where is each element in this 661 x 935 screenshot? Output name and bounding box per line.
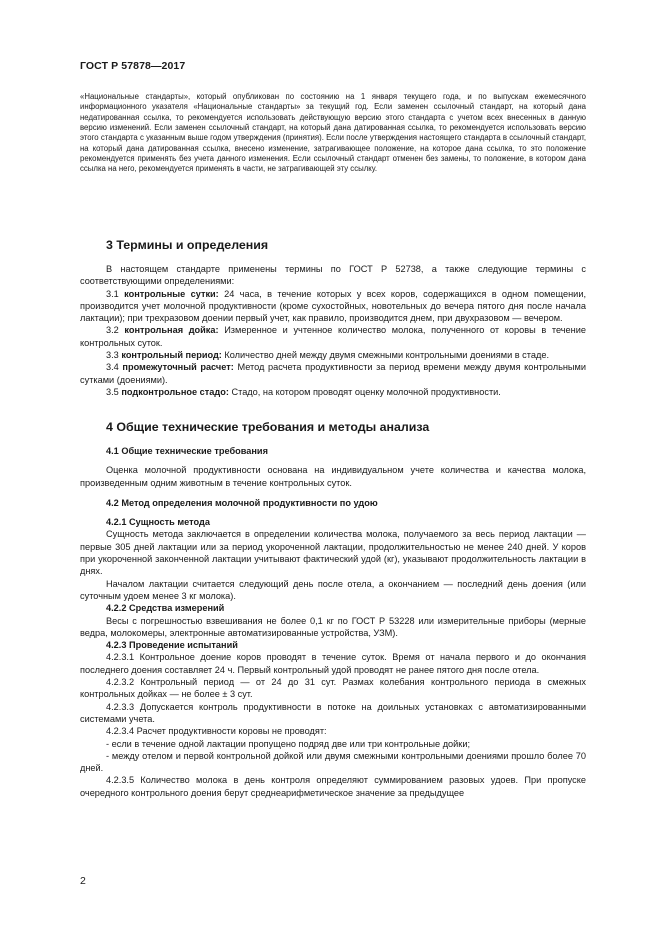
section-4-2-3-4: 4.2.3.4 Расчет продуктивности коровы не проводят: xyxy=(106,726,327,737)
term-3-4: 3.4 промежуточный расчет: Метод расчета продуктивности за период времени между двумя контрольными сутками (доениями). xyxy=(80,362,586,385)
section-4-2-3-1: 4.2.3.1 Контрольное доение коров проводят в течение суток. Время от начала первого и до окончания последнего доения составляет 24 ч. Первый контрольный удой проводят не ранее пятого дня после отела. xyxy=(80,652,586,675)
intro-note xyxy=(80,92,586,175)
document-header: ГОСТ Р 57878—2017 xyxy=(80,60,186,72)
section-4-title: 4 Общие технические требования и методы анализа xyxy=(106,420,430,434)
section-4-2-1-p2: Началом лактации считается следующий день после отела, а окончанием — последний день доения (или суточным удоем менее 3 кг молока). xyxy=(80,578,586,601)
section-3-intro: В настоящем стандарте применены термины по ГОСТ Р 52738, а также следующие термины с соответствующими определениями: xyxy=(80,264,586,287)
intro-note-text: «Национальные стандарты», который опубликован по состоянию на 1 января текущего года, и по выпускам ежемесячного информационного указателя «Национальные стандарты» за текущий год. Если заменен ссылочный стандарт, на который дана недатированная ссылка, то рекомендуется использовать действующую версию этого стандарта с учетом всех внесенных в данную версию изменений. Если заменен ссылочный стандарт, на который дана датированная ссылка, то рекомендуется использовать версию этого стандарта с указанным выше годом утверждения (принятия). Если после утверждения настоящего стандарта в ссылочный стандарт, на который дана датированная ссылка, внесено изменение, затрагивающее положение, на которое дана ссылка, то это положение рекомендуется применять без учета данного изменения. Если ссылочный стандарт отменен без замены, то положение, в котором дана ссылка на него, рекомендуется применять в части, не затрагивающей эту ссылку. xyxy=(80,92,586,174)
section-4-2-1-p1: Сущность метода заключается в определении количества молока, получаемого за весь период лактации — первые 305 дней лактации или за период укороченной лактации, продолжительностью не менее 240 дней. У коров при укороченной законченной лактации учитывают фактический удой (кг), указывают продолжительность лактации в днях. xyxy=(80,529,586,577)
section-4-2-2-title: 4.2.2 Средства измерений xyxy=(106,603,225,614)
term-3-5: 3.5 подконтрольное стадо: Стадо, на котором проводят оценку молочной продуктивности. xyxy=(106,386,501,397)
section-4-2-1-title: 4.2.1 Сущность метода xyxy=(106,517,210,528)
section-4-1-text: Оценка молочной продуктивности основана на индивидуальном учете количества и качества молока, произведенным одним животным в течение контрольных суток. xyxy=(80,465,586,488)
section-4-2-3-title: 4.2.3 Проведение испытаний xyxy=(106,640,238,651)
section-4-2-3-2: 4.2.3.2 Контрольный период — от 24 до 31 сут. Размах колебания контрольного периода в смежных контрольных дойках — не более ± 3 сут. xyxy=(80,677,586,700)
section-3-body xyxy=(80,263,586,398)
term-3-2: 3.2 контрольная дойка: Измеренное и учтенное количество молока, полученного от коровы в течение контрольных суток. xyxy=(80,325,586,348)
section-4-body xyxy=(80,445,586,799)
section-4-1-title: 4.1 Общие технические требования xyxy=(106,446,268,456)
section-4-2-title: 4.2 Метод определения молочной продуктивности по удою xyxy=(106,497,378,508)
term-3-1: 3.1 контрольные сутки: 24 часа, в течение которых у всех коров, содержащихся в одном помещении, производится учет молочной продуктивности (кроме сухостойных, новотельных до вечера пятого дня после начала лактации); при трехразовом доении первый учет, как правило, производится днем, при двухразовом — вечером. xyxy=(80,288,586,324)
term-3-3: 3.3 контрольный период: Количество дней между двумя смежными контрольными доениями в стаде. xyxy=(106,350,550,361)
section-4-2-2-text: Весы с погрешностью взвешивания не более 0,1 кг по ГОСТ Р 53228 или измерительные приборы (мерные ведра, молокомеры, электронные автоматизированные устройства, УЗМ). xyxy=(80,615,586,638)
list-item: - между отелом и первой контрольной дойкой или двумя смежными контрольными доениями прошло более 70 дней. xyxy=(80,750,586,774)
section-4-2-3-3: 4.2.3.3 Допускается контроль продуктивности в потоке на доильных установках с автоматизированными системами учета. xyxy=(80,701,586,724)
section-3-title: 3 Термины и определения xyxy=(106,238,269,252)
list-item: - если в течение одной лактации пропущено подряд две или три контрольные дойки; xyxy=(106,738,470,749)
page-number: 2 xyxy=(80,875,86,887)
section-4-2-3-5: 4.2.3.5 Количество молока в день контроля определяют суммированием разовых удоев. При пропуске очередного контрольного доения берут среднеарифметическое значение за предыдущее xyxy=(80,775,586,798)
